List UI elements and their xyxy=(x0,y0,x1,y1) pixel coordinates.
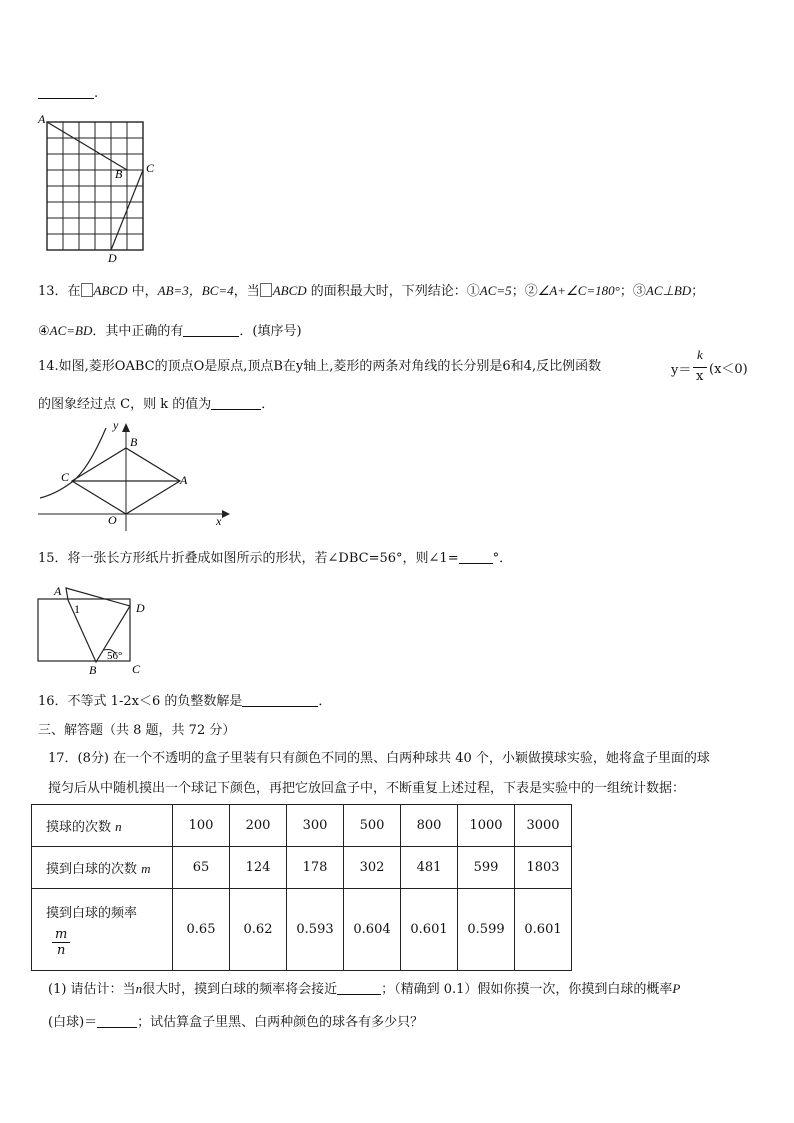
q13-text: ； xyxy=(691,284,705,299)
q13-text: 的面积最大时，下列结论：① xyxy=(306,284,480,299)
label-b: B xyxy=(89,663,97,677)
label-c: C xyxy=(61,470,70,484)
table-cell: 0.593 xyxy=(287,889,344,971)
label-a: A xyxy=(180,473,188,487)
table-cell: 0.62 xyxy=(230,889,287,971)
q13-text: ．其中正确的有 xyxy=(92,324,184,339)
question-16 xyxy=(38,692,331,712)
table-row xyxy=(32,805,572,847)
sub1-text: (1) 请估计：当 xyxy=(48,982,136,997)
answer-blank xyxy=(183,322,239,337)
q16-text: ． xyxy=(318,694,332,709)
fraction-bar xyxy=(693,367,707,368)
table-cell: 599 xyxy=(458,847,515,889)
table-row xyxy=(32,847,572,889)
label-c: C xyxy=(146,161,155,175)
q13-text: ，当 xyxy=(233,284,260,299)
question-17-sub1-line1 xyxy=(48,979,680,1000)
question-14-line2 xyxy=(38,395,274,415)
sub1-text: ；（精确到 0.1）假如你摸一次，你摸到白球的概率 xyxy=(381,982,673,997)
table-cell: 0.601 xyxy=(401,889,458,971)
inverse-function-formula xyxy=(671,347,761,387)
table-cell: 0.599 xyxy=(458,889,515,971)
table-cell: 800 xyxy=(401,805,458,847)
row-header xyxy=(32,805,173,847)
sub1-text: ；试估算盒子里黑、白两种颜色的球各有多少只？ xyxy=(137,1015,424,1030)
q16-text: 16．不等式 1-2x＜6 的负整数解是 xyxy=(38,694,243,709)
row-label: 摸到白球的频率 xyxy=(46,905,138,921)
hyperbola xyxy=(40,428,106,498)
row-label: 摸球的次数 xyxy=(46,820,112,835)
table-cell: 3000 xyxy=(515,805,572,847)
answer-blank xyxy=(242,692,318,707)
label-d: D xyxy=(136,601,145,615)
rhombus-figure xyxy=(36,418,236,533)
q13-text: ．(填序号) xyxy=(239,324,302,339)
label-b: B xyxy=(130,435,138,449)
label-a: A xyxy=(54,584,62,598)
question-17-line2: 搅匀后从中随机摸出一个球记下颜色，再把它放回盒子中，不断重复上述过程，下表是实验中的一组统计数据： xyxy=(48,781,686,796)
table-cell: 500 xyxy=(344,805,401,847)
q13-option1: AC=5 xyxy=(479,283,512,298)
grid-figure xyxy=(34,112,164,264)
q13-shape2: ABCD xyxy=(272,283,307,298)
label-c: C xyxy=(132,662,141,676)
answer-blank-line xyxy=(38,84,98,104)
sub1-var-p: P xyxy=(672,981,681,996)
table-row xyxy=(32,889,572,971)
question-13-line2 xyxy=(38,321,302,342)
label-b: B xyxy=(115,167,123,181)
question-17-sub1-line2 xyxy=(48,1013,423,1033)
row-label: 摸到白球的次数 xyxy=(46,862,138,877)
answer-blank xyxy=(97,1013,137,1028)
label-a: A xyxy=(38,112,46,126)
question-15 xyxy=(38,549,512,569)
table-cell: 0.65 xyxy=(173,889,230,971)
table-cell: 0.601 xyxy=(515,889,572,971)
table-cell: 1000 xyxy=(458,805,515,847)
table-cell: 100 xyxy=(173,805,230,847)
question-14-line1 xyxy=(38,357,601,377)
q13-option2: ∠A+∠C=180° xyxy=(537,283,620,298)
func-x: x xyxy=(696,369,704,384)
blank-tail: . xyxy=(94,86,99,101)
sub1-text: (白球)＝ xyxy=(48,1015,98,1030)
parallelogram-icon xyxy=(260,283,272,297)
question-17-line1: 17．(8分) 在一个不透明的盒子里装有只有颜色不同的黑、白两种球共 40 个，小颖做摸球实验，她将盒子里面的球 xyxy=(48,751,710,766)
q15-text: 15．将一张长方形纸片折叠成如图所示的形状，若∠DBC=56°，则∠1= xyxy=(38,551,459,566)
table-cell: 302 xyxy=(344,847,401,889)
row-header xyxy=(32,889,173,971)
sub1-var-n: n xyxy=(135,981,143,996)
label-d: D xyxy=(108,251,117,264)
q13-text: ；② xyxy=(511,284,538,299)
q14-text: ． xyxy=(261,397,275,412)
answer-blank xyxy=(459,549,493,564)
statistics-table xyxy=(31,804,572,971)
fraction-denominator: n xyxy=(56,942,66,958)
table-cell: 0.604 xyxy=(344,889,401,971)
q13-number: 13．在 xyxy=(38,284,81,299)
label-o: O xyxy=(108,513,117,527)
q13-option4: AC=BD xyxy=(49,323,93,338)
q13-text: ；③ xyxy=(619,284,646,299)
row-header xyxy=(32,847,173,889)
table-cell: 1803 xyxy=(515,847,572,889)
row-var: m xyxy=(141,861,151,876)
section-heading: 三、解答题（共 8 题，共 72 分） xyxy=(38,723,236,738)
table-cell: 200 xyxy=(230,805,287,847)
label-angle1: 1 xyxy=(74,602,80,616)
folded-paper-figure xyxy=(34,578,154,678)
segment-ab xyxy=(47,122,127,170)
table-cell: 178 xyxy=(287,847,344,889)
y-arrow xyxy=(122,423,130,432)
table-cell: 300 xyxy=(287,805,344,847)
label-x: x xyxy=(216,514,222,528)
q13-option3: AC⊥BD xyxy=(645,283,692,298)
grid-lines xyxy=(47,122,143,250)
q13-shape1: ABCD xyxy=(93,283,128,298)
x-arrow xyxy=(222,510,230,518)
func-k: k xyxy=(697,347,703,362)
sub1-text: 很大时，摸到白球的频率将会接近 xyxy=(142,982,338,997)
q13-circled4: ④ xyxy=(38,324,50,339)
row-var: n xyxy=(115,819,122,834)
fraction-m-over-n xyxy=(52,927,70,958)
fraction-numerator: m xyxy=(52,927,70,943)
label-y: y xyxy=(113,418,119,432)
table-cell: 65 xyxy=(173,847,230,889)
func-y: y＝ xyxy=(671,363,692,378)
q15-text: °． xyxy=(492,551,513,566)
label-56deg: 56° xyxy=(107,650,123,662)
answer-blank xyxy=(211,395,261,410)
q14-text: 14.如图,菱形OABC的顶点O是原点,顶点B在y轴上,菱形的两条对角线的长分别是6和4,反比例函数 xyxy=(38,359,602,374)
table-cell: 124 xyxy=(230,847,287,889)
answer-blank xyxy=(38,84,94,99)
q14-text: 的图象经过点 C，则 k 的值为 xyxy=(38,397,212,412)
func-condition: (x＜0) xyxy=(709,362,748,377)
q13-text: 中， xyxy=(127,284,158,299)
answer-blank xyxy=(337,980,381,995)
question-13-line1 xyxy=(38,281,704,302)
table-cell: 481 xyxy=(401,847,458,889)
parallelogram-icon xyxy=(81,283,93,297)
q13-sides: AB=3，BC=4 xyxy=(157,283,234,298)
